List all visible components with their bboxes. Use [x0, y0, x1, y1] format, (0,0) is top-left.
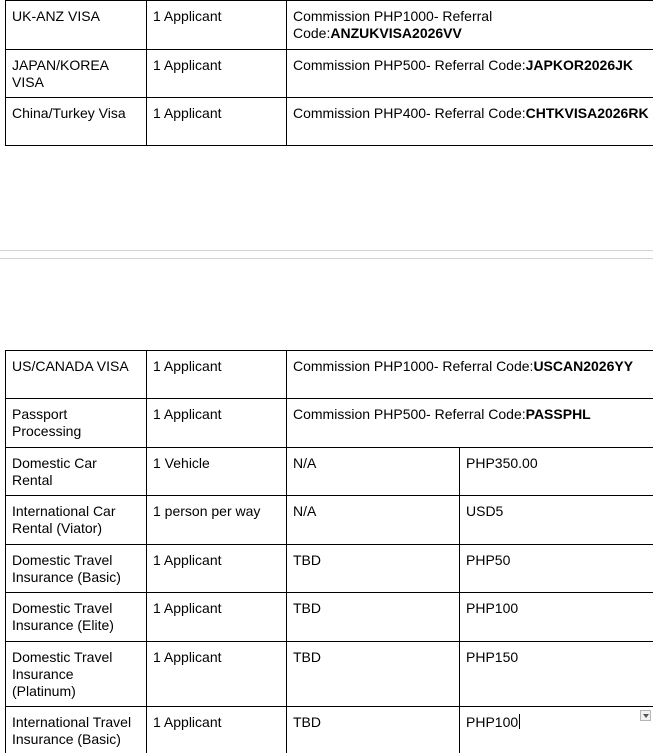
commission-cell[interactable]: TBD — [287, 707, 460, 753]
unit-cell[interactable]: 1 Applicant — [147, 98, 287, 146]
price-text: PHP100 — [466, 714, 519, 730]
commission-cell[interactable] — [287, 98, 653, 146]
services-table-bottom — [5, 350, 653, 753]
service-cell[interactable]: Passport Processing — [6, 399, 147, 448]
table-row — [6, 448, 653, 496]
price-cell[interactable]: USD5 — [460, 496, 653, 545]
dropdown-arrow-icon[interactable] — [640, 710, 651, 721]
price-cell[interactable]: PHP100 — [460, 593, 653, 642]
commission-text: Commission PHP1000- Referral Code: — [293, 358, 534, 374]
page-break-line — [0, 258, 653, 259]
table-row — [6, 399, 653, 448]
commission-cell[interactable]: N/A — [287, 448, 460, 496]
commission-cell[interactable]: N/A — [287, 496, 460, 545]
table-row — [6, 707, 653, 753]
text-cursor — [519, 714, 520, 729]
service-cell[interactable]: Domestic Car Rental — [6, 448, 147, 496]
service-cell[interactable]: Domestic Travel Insurance (Basic) — [6, 545, 147, 593]
service-cell[interactable]: Domestic Travel Insurance (Elite) — [6, 593, 147, 642]
services-table-top — [5, 0, 653, 146]
service-cell[interactable]: International Travel Insurance (Basic) — [6, 707, 147, 753]
referral-code: JAPKOR2026JK — [525, 57, 634, 73]
table-row — [6, 545, 653, 593]
unit-cell[interactable]: 1 Applicant — [147, 399, 287, 448]
unit-cell[interactable]: 1 person per way — [147, 496, 287, 545]
price-cell[interactable]: PHP350.00 — [460, 448, 653, 496]
table-row — [6, 98, 653, 146]
table-row — [6, 50, 653, 98]
unit-cell[interactable]: 1 Applicant — [147, 351, 287, 399]
table-row — [6, 593, 653, 642]
price-cell[interactable]: PHP150 — [460, 642, 653, 707]
unit-cell[interactable]: 1 Applicant — [147, 1, 287, 50]
commission-cell[interactable]: TBD — [287, 593, 460, 642]
table-row — [6, 496, 653, 545]
commission-cell[interactable]: TBD — [287, 545, 460, 593]
referral-code: ANZUKVISA2026VV — [330, 25, 462, 41]
service-cell[interactable]: JAPAN/KOREA VISA — [6, 50, 147, 98]
price-cell[interactable]: PHP50 — [460, 545, 653, 593]
commission-cell[interactable] — [287, 1, 653, 50]
commission-text: Commission PHP400- Referral Code: — [293, 105, 526, 121]
unit-cell[interactable]: 1 Applicant — [147, 642, 287, 707]
commission-text: Commission PHP500- Referral Code: — [293, 406, 526, 422]
referral-code: USCAN2026YY — [533, 358, 634, 374]
service-cell[interactable]: Domestic Travel Insurance (Platinum) — [6, 642, 147, 707]
page-break-line — [0, 250, 653, 251]
referral-code: CHTKVISA2026RK — [525, 105, 649, 121]
commission-cell[interactable] — [287, 399, 653, 448]
commission-cell[interactable]: TBD — [287, 642, 460, 707]
commission-text: Commission PHP1000- Referral Code: — [293, 8, 493, 41]
unit-cell[interactable]: 1 Applicant — [147, 707, 287, 753]
service-cell[interactable]: China/Turkey Visa — [6, 98, 147, 146]
service-cell[interactable]: UK-ANZ VISA — [6, 1, 147, 50]
commission-cell[interactable] — [287, 351, 653, 399]
table-row — [6, 351, 653, 399]
unit-cell[interactable]: 1 Vehicle — [147, 448, 287, 496]
unit-cell[interactable]: 1 Applicant — [147, 50, 287, 98]
table-row — [6, 642, 653, 707]
commission-cell[interactable] — [287, 50, 653, 98]
price-cell-active[interactable] — [460, 707, 653, 753]
referral-code: PASSPHL — [525, 406, 591, 422]
service-cell[interactable]: US/CANADA VISA — [6, 351, 147, 399]
commission-text: Commission PHP500- Referral Code: — [293, 57, 526, 73]
unit-cell[interactable]: 1 Applicant — [147, 593, 287, 642]
service-cell[interactable]: International Car Rental (Viator) — [6, 496, 147, 545]
table-row — [6, 1, 653, 50]
unit-cell[interactable]: 1 Applicant — [147, 545, 287, 593]
